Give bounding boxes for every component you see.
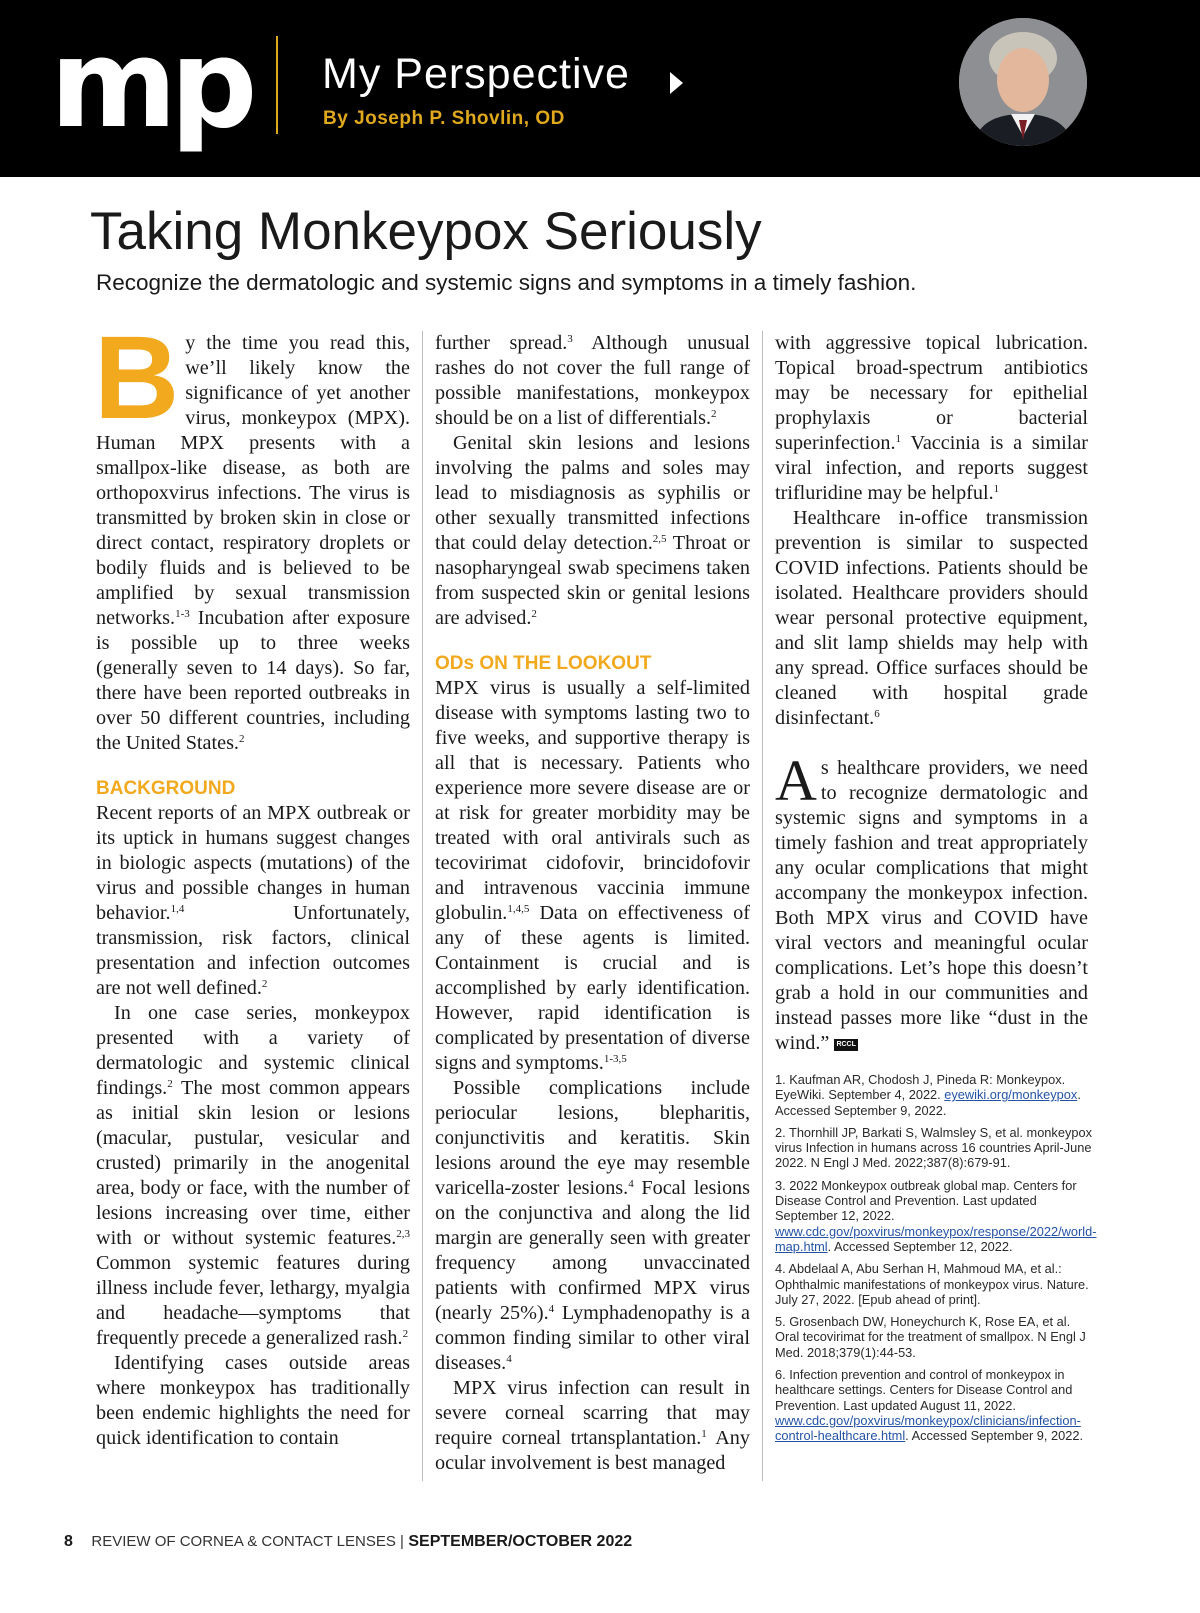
column-divider	[422, 331, 423, 1481]
article-column-2	[435, 331, 750, 1476]
paragraph: MPX virus infection can result in severe corneal scarring that may require corneal trtansplantation.$^1$ Any ocular involvement is best managed	[435, 1377, 750, 1474]
issue-date: SEPTEMBER/OCTOBER 2022	[408, 1533, 633, 1550]
drop-cap: B	[94, 312, 180, 444]
reference-link[interactable]: eyewiki.org/monkeypox	[944, 1087, 1078, 1103]
paragraph: further spread.$^3$ Although unusual rashes do not cover the full range of possible manifestations, monkeypox should be on a list of differentials.$^2$	[435, 332, 750, 429]
header-divider	[276, 36, 278, 134]
author-photo	[959, 18, 1087, 146]
reference-link[interactable]: www.cdc.gov/poxvirus/monkeypox/response/2022/world-map.html	[775, 1223, 1097, 1254]
paragraph: Identifying cases outside areas where monkeypox has traditionally been endemic highlights the need for quick identification to contain	[96, 1352, 410, 1449]
author-byline: By Joseph P. Shovlin, OD	[323, 108, 565, 129]
reference-item: 2. Thornhill JP, Barkati S, Walmsley S, et al. monkeypox virus Infection in humans across 16 countries April-June 2022. N Engl J Med. 2022;387(8):679-91.	[775, 1124, 1092, 1171]
closing-paragraph: As healthcare providers, we need to recognize dermatologic and systemic signs and symptoms in a timely fashion and treat appropriately any ocular complications that might accompany the monkeypox infection. Both MPX virus and COVID have viral vectors and meaningful ocular complications. Let’s hope this doesn’t grab a hold in our communities and instead passes more like “dust in the wind.” RCCL	[775, 748, 1088, 1054]
play-arrow-icon	[670, 72, 683, 94]
paragraph: with aggressive topical lubrication. Topical broad-spectrum antibiotics may be necessary for epithelial prophylaxis or bacterial superinfection.$^1$ Vaccinia is a similar viral infection, and reports suggest trifluridine may be helpful.$^1$	[775, 332, 1088, 504]
publication-name: REVIEW OF CORNEA & CONTACT LENSES |	[91, 1533, 404, 1550]
paragraph: Possible complications include periocular lesions, blepharitis, conjunctivitis and keratitis. Skin lesions around the eye may resemble varicella-zoster lesions.$^4$ Focal lesions on the conjunctiva and along the lid margin are generally seen with greater frequency among unvaccinated patients with confirmed MPX virus (nearly 25%).$^4$ Lymphadenopathy is a common finding similar to other viral diseases.$^4$	[435, 1077, 750, 1374]
subhead-background: BACKGROUND	[96, 778, 236, 799]
paragraph: In one case series, monkeypox presented with a variety of dermatologic and systemic clinical findings.$^2$ The most common appears as initial skin lesion or lesions (macular, pustular, vesicular and crusted) primarily in the anogenital area, body or face, with the number of lesions increasing over time, either with or without systemic features.$^{2,3}$ Common systemic features during illness include fever, lethargy, myalgia and headache—symptoms that frequently precede a generalized rash.$^2$	[96, 1002, 410, 1349]
reference-link[interactable]: www.cdc.gov/poxvirus/monkeypox/clinicians/infection-control-healthcare.html	[775, 1412, 1081, 1444]
article-column-1	[94, 312, 410, 1451]
paragraph: By the time you read this, we’ll likely know the significance of yet another virus, monkeypox (MPX). Human MPX presents with a smallpox-like disease, as both are orthopoxvirus infections. The virus is transmitted by broken skin in close or direct contact, respiratory droplets or bodily fluids and is believed to be amplified by sexual transmission networks.$^{1-3}$ Incubation after exposure is possible up to three weeks (generally seven to 14 days). So far, there have been reported outbreaks in over 50 different countries, including the United States.$^2$	[94, 312, 410, 754]
mp-logo: mp	[50, 13, 251, 155]
reference-item: 5. Grosenbach DW, Honeychurch K, Rose EA, et al. Oral tecovirimat for the treatment of smallpox. N Engl J Med. 2018;379(1):44-53.	[775, 1314, 1086, 1360]
subhead-ods-on-the-lookout: ODs ON THE LOOKOUT	[435, 653, 652, 674]
paragraph: Recent reports of an MPX outbreak or its uptick in humans suggest changes in biologic aspects (mutations) of the virus and possible changes in human behavior.$^{1,4}$ Unfortunately, transmission, risk factors, clinical presentation and infection outcomes are not well defined.$^2$	[96, 802, 410, 999]
reference-item: 1. Kaufman AR, Chodosh J, Pineda R: Monkeypox. EyeWiki. September 4, 2022. eyewiki.org/monkeypox. Accessed September 9, 2022.	[775, 1072, 1081, 1118]
paragraph: Healthcare in-office transmission prevention is similar to suspected COVID infections. Patients should be isolated. Healthcare providers should wear personal protective equipment, and slit lamp shields may help with any spread. Office surfaces should be cleaned with hospital grade disinfectant.$^6$	[775, 507, 1088, 729]
end-mark-icon: RCCL	[834, 1039, 857, 1051]
article-title: Taking Monkeypox Seriously	[90, 202, 762, 261]
column-divider	[762, 331, 763, 1481]
paragraph: Genital skin lesions and lesions involving the palms and soles may lead to misdiagnosis as syphilis or other sexually transmitted infections that could delay detection.$^{2,5}$ Throat or nasopharyngeal swab specimens taken from suspected skin or genital lesions are advised.$^2$	[435, 432, 751, 629]
drop-cap: A	[775, 748, 817, 813]
paragraph: MPX virus is usually a self-limited disease with symptoms lasting two to five weeks, and supportive therapy is all that is necessary. Patients who experience more severe disease are or at risk for greater morbidity may be treated with oral antivirals such as tecovirimat cidofovir, brincidofovir and intravenous vaccinia immune globulin.$^{1,4,5}$ Data on effectiveness of any of these agents is limited. Containment is crucial and is accomplished by early identification. However, rapid identification is complicated by presentation of diverse signs and symptoms.$^{1-3,5}$	[435, 677, 750, 1074]
references-list	[775, 1072, 1097, 1451]
header-banner	[0, 0, 1200, 177]
article-column-3	[775, 331, 1088, 1056]
section-title: My Perspective	[322, 50, 630, 98]
page-footer	[64, 1533, 632, 1551]
article-deck: Recognize the dermatologic and systemic signs and symptoms in a timely fashion.	[96, 270, 917, 295]
reference-item: 4. Abdelaal A, Abu Serhan H, Mahmoud MA, et al.: Ophthalmic manifestations of monkeypox virus. Nature. July 27, 2022. [Epub ahead of print].	[775, 1261, 1089, 1307]
reference-item: 6. Infection prevention and control of monkeypox in healthcare settings. Centers for Disease Control and Prevention. Last updated August 11, 2022. www.cdc.gov/poxvirus/monkeypox/clinicians/infection-control-healthcare.html. Accessed September 9, 2022.	[775, 1367, 1084, 1444]
page-number: 8	[64, 1533, 73, 1550]
reference-item: 3. 2022 Monkeypox outbreak global map. Centers for Disease Control and Prevention. Last updated September 12, 2022. www.cdc.gov/poxvirus/monkeypox/response/2022/world-map.html. Accessed September 12, 2022.	[775, 1177, 1097, 1254]
